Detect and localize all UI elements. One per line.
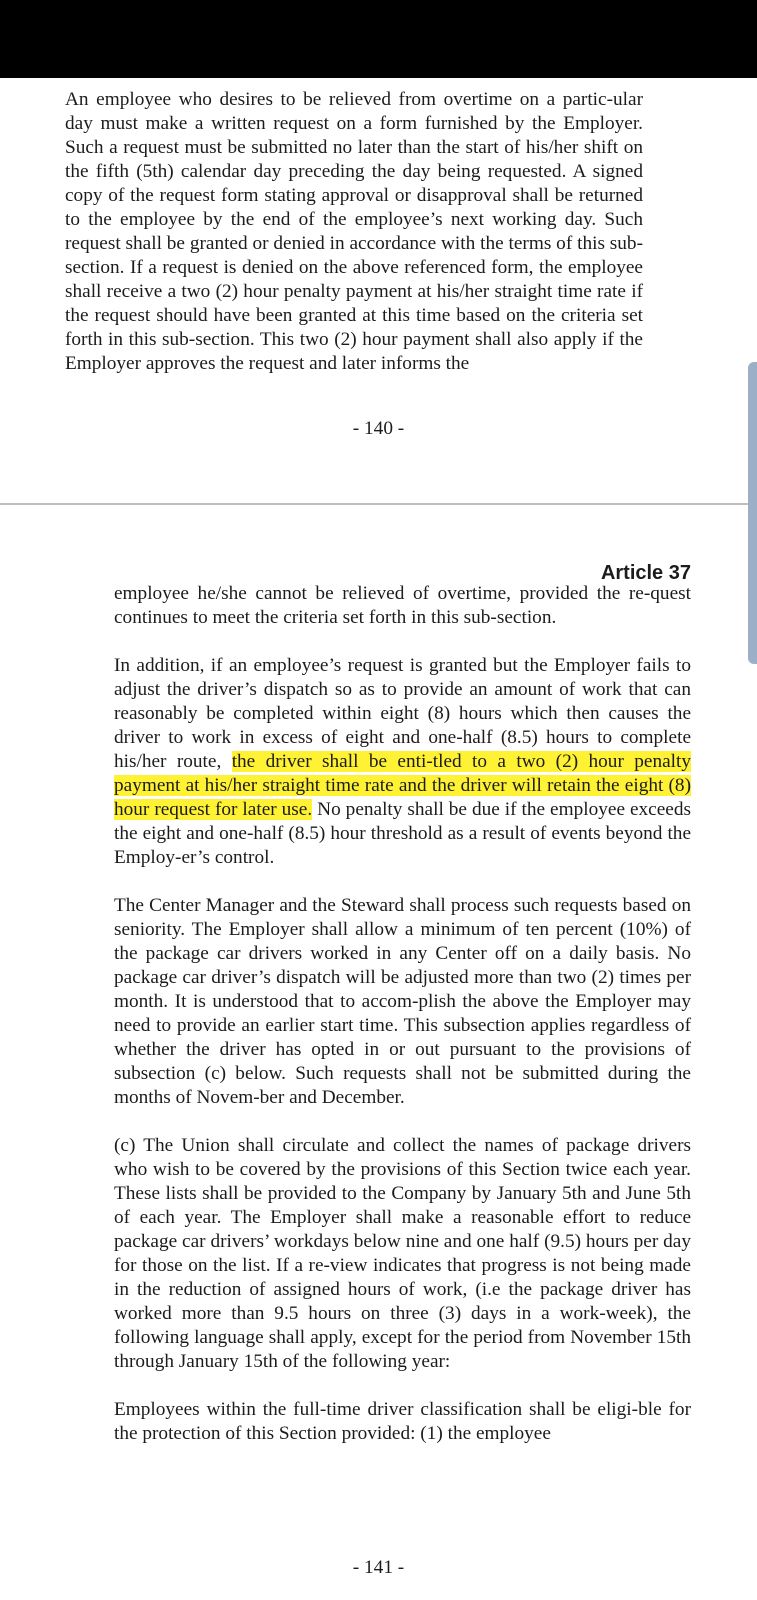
page-140-body-text: An employee who desires to be relieved from overtime on a partic-ular day must make a written request on a form furnished by the Employer. Such a request must be submitted no later than the start of his/her shift on the fifth (5th) calendar day preceding the day being requested. A signed copy of the request form stating approval or disapproval shall be returned to the employee by the end of the employee’s next working day. Such request shall be granted or denied in accordance with the terms of this sub-section. If a request is denied on the above referenced form, the employee shall receive a two (2) hour penalty payment at his/her straight time rate if the request should have been granted at this time based on the criteria set forth in this sub-section. This two (2) hour payment shall also apply if the Employer approves the request and later informs the [65, 89, 643, 374]
paragraph-center-manager: The Center Manager and the Steward shall process such requests based on seniority. The Employer shall allow a minimum of ten percent (10%) of the package car drivers worked in any Center off on a daily basis. No package car driver’s dispatch will be adjusted more than two (2) times per month. It is understood that to accom-plish the above the Employer may need to provide an earlier start time. This subsection applies regardless of whether the driver has opted in or out pursuant to the provisions of subsection (c) below. Such requests shall not be submitted during the months of Novem-ber and December. [114, 895, 691, 1108]
paragraph-relieved-overtime: employee he/she cannot be relieved of overtime, provided the re-quest continues to meet the criteria set forth in this sub-section. [114, 583, 691, 628]
article-header: Article 37 [600, 562, 691, 584]
paragraph-union-lists: (c) The Union shall circulate and collect the names of package drivers who wish to be covered by the provisions of this Section twice each year. These lists shall be provided to the Company by January 5th and June 5th of each year. The Employer shall make a reasonable effort to reduce package car drivers’ workdays below nine and one half (9.5) hours per day for those on the list. If a re-view indicates that progress is not being made in the reduction of assigned hours of work, (i.e the package driver has worked more than 9.5 hours on three (3) days in a work-week), the following language shall apply, except for the period from November 15th through January 15th of the following year: [114, 1135, 691, 1372]
paragraph-eligibility: Employees within the full-time driver classification shall be eligi-ble for the protection of this Section provided: (1) the employee [114, 1399, 691, 1444]
document-page-141 [0, 505, 757, 1600]
status-bar [0, 0, 757, 78]
scrollbar-thumb[interactable] [748, 362, 757, 664]
paragraph-text: No penalty shall be due if the employee exceeds the eight and one-half (8.5) hour threshold as a result of events beyond the Employ-er’s control. [114, 799, 691, 868]
document-page-140 [0, 78, 757, 503]
page-number-141: - 141 - [352, 1557, 405, 1578]
highlighted-text[interactable]: the driver shall be enti-tled to a two (2) hour penalty payment at his/her straight time rate and the driver will retain the eight (8) hour request for later use. [114, 751, 691, 820]
page-number-140: - 140 - [352, 418, 405, 439]
paragraph-text: In addition, if an employee’s request is granted but the Employer fails to adjust the driver’s dispatch so as to provide an amount of work that can reasonably be completed within eight (8) hours which then causes the driver to work in excess of eight and one-half (8.5) hours to complete his/her route, [114, 655, 691, 772]
paragraph-dispatch-adjustment[interactable] [114, 654, 691, 870]
page-141-body [114, 582, 691, 1470]
